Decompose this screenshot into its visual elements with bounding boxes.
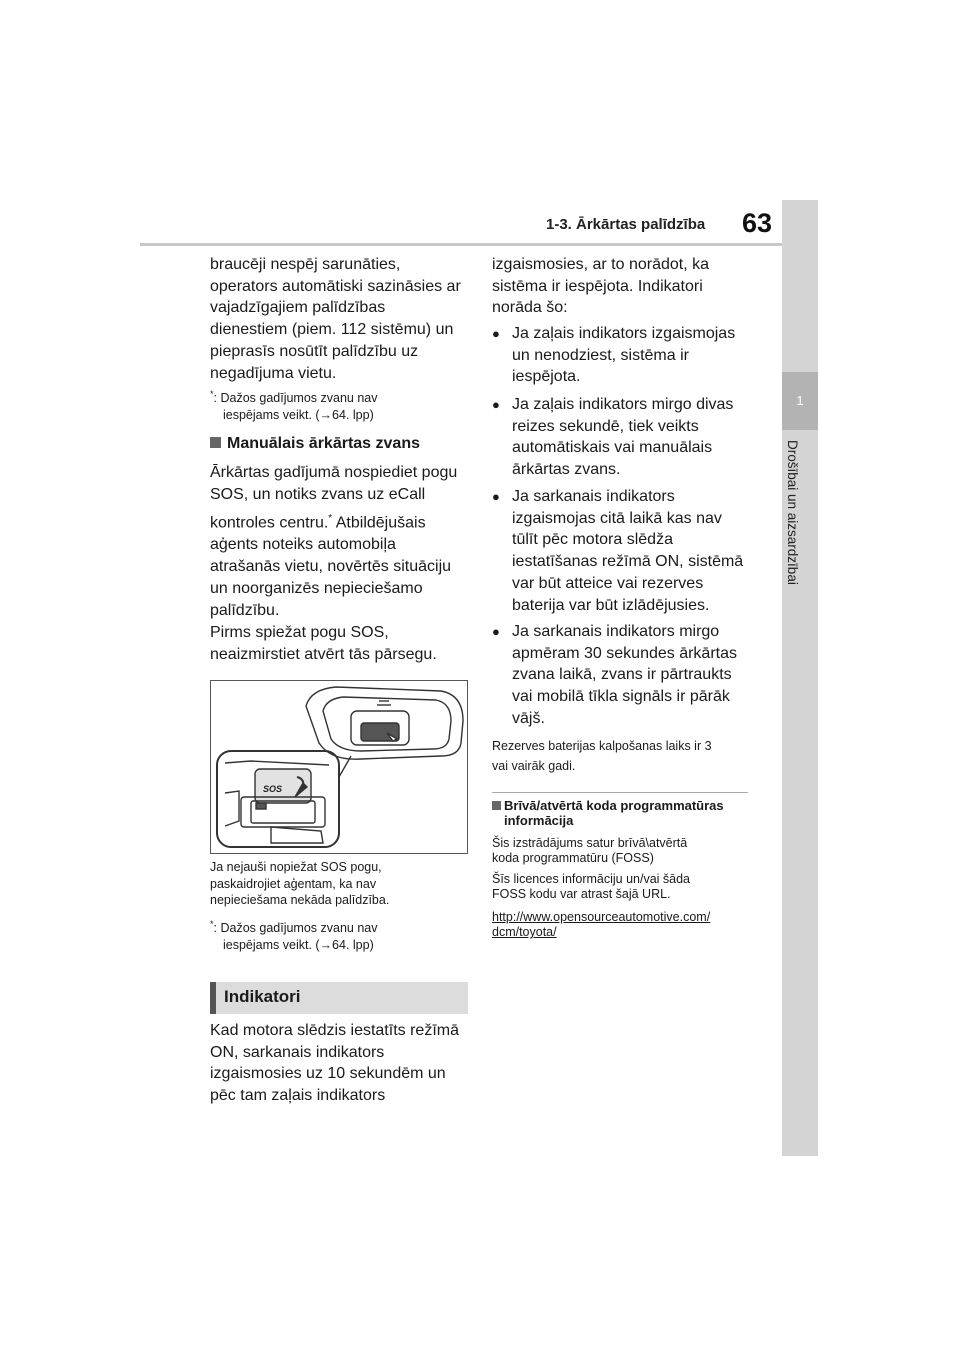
text-line: un nenodziest, sistēma ir xyxy=(512,346,689,364)
text-line: tūlīt pēc motora slēdža xyxy=(512,531,673,549)
text-line: nepieciešama nekāda palīdzība. xyxy=(210,893,390,907)
text-line: iespējota. xyxy=(512,368,581,386)
text-line: ● Ja zaļais indikators izgaismojas xyxy=(512,325,736,342)
foss-url[interactable] xyxy=(492,910,710,940)
indicator-bullet-3 xyxy=(492,486,762,616)
footnote-text: : Dažos gadījumos zvanu nav xyxy=(213,921,378,935)
text-line: vājš. xyxy=(512,709,545,727)
text-line: atrašanās vietu, novērtēs situāciju xyxy=(210,558,452,576)
foss-url-link[interactable]: http://www.opensourceautomotive.com/ xyxy=(492,910,711,924)
footnote-1 xyxy=(210,386,378,423)
figure-caption xyxy=(210,859,389,909)
text-line: var būt atteice vai rezerves xyxy=(512,574,704,592)
foss-url-link[interactable]: dcm/toyota/ xyxy=(492,925,557,939)
text-line: norāda šo: xyxy=(492,299,568,317)
text-line: paskaidrojiet aģentam, ka nav xyxy=(210,876,377,891)
text-line: pēc tam zaļais indikators xyxy=(210,1087,386,1105)
text-line: Ārkārtas gadījumā nospiediet pogu xyxy=(210,464,458,481)
heading-line: informācija xyxy=(504,813,574,828)
indicator-bullet-2 xyxy=(492,394,762,481)
text-line: aģents noteiks automobiļa xyxy=(210,536,396,554)
header-rule xyxy=(140,243,782,246)
text-line: iestatīšanas režīmā ON, sistēmā xyxy=(512,553,744,571)
footnote-text: iespējams veikt. (→64. lpp) xyxy=(223,937,374,952)
text-line: izgaismosies uz 10 sekundēm un xyxy=(210,1065,446,1083)
text-line: dienestiem (piem. 112 sistēmu) un xyxy=(210,321,454,339)
text-line: ON, sarkanais indikators xyxy=(210,1043,385,1061)
text-line: vajadzīgajiem palīdzības xyxy=(210,299,386,317)
section-divider xyxy=(492,792,748,793)
text-line: baterija var būt izlādējusies. xyxy=(512,596,710,614)
foss-text-2 xyxy=(492,872,690,902)
before-press-text xyxy=(210,622,437,665)
text-line: vai vairāk gadi. xyxy=(492,758,576,773)
manual-call-heading xyxy=(210,435,420,453)
text-line: pieprasīs nosūtīt palīdzību uz xyxy=(210,342,419,360)
text-line: FOSS kodu var atrast šajā URL. xyxy=(492,887,671,901)
text-line: un noorganizēs nepieciešamo xyxy=(210,579,423,597)
text-line: ● Ja sarkanais indikators xyxy=(512,488,675,505)
indicators-text xyxy=(210,1020,459,1107)
text-line: sistēma ir iespējota. Indikatori xyxy=(492,277,703,295)
text-line: automātiskais vai manuālais xyxy=(512,439,713,457)
text-line: negadījuma vietu. xyxy=(210,364,337,382)
text-line: braucēji nespēj sarunāties, xyxy=(210,256,401,273)
text-line: neaizmirstiet atvērt tās pārsegu. xyxy=(210,645,437,663)
text-line: Pirms spiežat pogu SOS, xyxy=(210,624,389,641)
chapter-label: Drošībai un aizsardzībai xyxy=(785,440,800,585)
footnote-text: : Dažos gadījumos zvanu nav xyxy=(213,391,378,405)
heading-text: Brīvā/atvērtā koda programmatūras xyxy=(504,798,724,813)
footnote-marker: * xyxy=(210,919,214,929)
text-line: palīdzību. xyxy=(210,601,280,619)
manual-call-text xyxy=(210,462,457,621)
text-line: vai mobilā tīkla signāls ir pārāk xyxy=(512,688,730,706)
section-title: 1-3. Ārkārtas palīdzība xyxy=(546,216,706,233)
indicators-heading xyxy=(210,982,468,1014)
text-line: zvana laikā, zvans ir pārtraukts xyxy=(512,666,732,684)
text-line: Šīs licences informāciju un/vai šāda xyxy=(492,872,691,886)
text-line: ● Ja zaļais indikators mirgo divas xyxy=(512,396,734,413)
square-bullet-icon xyxy=(492,801,501,810)
overhead-console-drawing xyxy=(211,681,467,853)
chapter-number: 1 xyxy=(796,393,804,408)
text-line: operators automātiski sazināsies ar xyxy=(210,277,461,295)
text-line: ārkārtas zvans. xyxy=(512,461,621,479)
text-line xyxy=(210,508,457,534)
footnote-marker: * xyxy=(328,513,333,525)
battery-note xyxy=(492,738,712,774)
text-line: izgaismojas citā laikā kas nav xyxy=(512,509,722,527)
text-line: koda programmatūru (FOSS) xyxy=(492,851,654,865)
heading-text: Indikatori xyxy=(224,987,301,1006)
footnote-marker: * xyxy=(210,389,214,399)
col2-intro xyxy=(492,254,709,319)
text-line: SOS, un notiks zvans uz eCall xyxy=(210,485,426,503)
foss-heading xyxy=(492,798,724,828)
indicator-bullet-4 xyxy=(492,621,762,730)
heading-line xyxy=(492,798,724,813)
text-line: ● Ja sarkanais indikators mirgo xyxy=(512,623,720,640)
text-line: Rezerves baterijas kalpošanas laiks ir 3 xyxy=(492,739,712,753)
text-line: reizes sekundē, tiek veikts xyxy=(512,417,699,435)
sos-button-label: SOS xyxy=(263,784,283,794)
text-line: Kad motora slēdzis iestatīts režīmā xyxy=(210,1022,459,1039)
text-line: Ja nejauši nopiežat SOS pogu, xyxy=(210,860,382,874)
heading-bar xyxy=(210,982,216,1014)
col1-intro xyxy=(210,254,461,384)
text-fragment: kontroles centru. xyxy=(210,514,329,532)
foss-text-1 xyxy=(492,836,687,866)
heading-text: Manuālais ārkārtas zvans xyxy=(227,435,420,452)
indicator-bullet-1 xyxy=(492,323,762,388)
text-line: apmēram 30 sekundes ārkārtas xyxy=(512,644,737,662)
sos-button-illustration xyxy=(210,680,468,854)
footnote-text: iespējams veikt. (→64. lpp) xyxy=(223,407,374,422)
footnote-2 xyxy=(210,916,378,953)
square-bullet-icon xyxy=(210,437,221,448)
text-line: Šis izstrādājums satur brīvā\atvērtā xyxy=(492,836,688,850)
side-band xyxy=(782,200,818,1156)
text-line: izgaismosies, ar to norādot, ka xyxy=(492,256,709,273)
page-number: 63 xyxy=(742,208,773,238)
text-fragment: Atbildējušais xyxy=(335,514,426,532)
